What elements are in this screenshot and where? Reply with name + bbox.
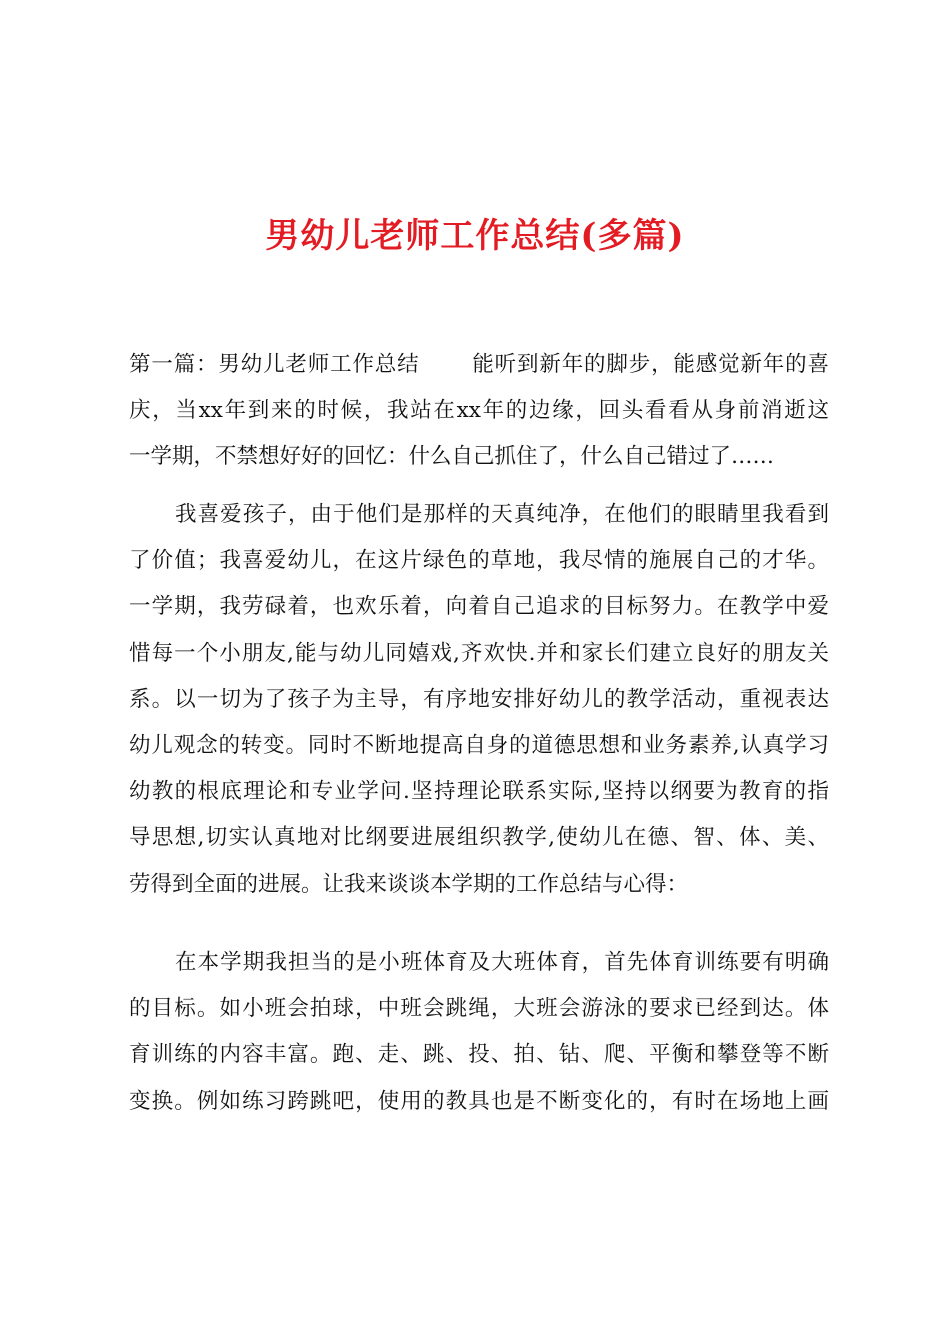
section-heading: 第一篇：男幼儿老师工作总结 xyxy=(129,352,420,377)
paragraph-line: 一学期，我劳碌着，也欢乐着，向着自己追求的目标努力。在教学中爱 xyxy=(129,594,829,620)
paragraph-line: 育训练的内容丰富。跑、走、跳、投、拍、钻、爬、平衡和攀登等不断 xyxy=(129,1042,829,1068)
paragraph-line: 劳得到全面的进展。让我来谈谈本学期的工作总结与心得： xyxy=(129,871,689,897)
paragraph-line: 在本学期我担当的是小班体育及大班体育，首先体育训练要有明确 xyxy=(175,950,829,975)
paragraph-line: 我喜爱孩子，由于他们是那样的天真纯净，在他们的眼睛里我看到 xyxy=(175,502,829,527)
paragraph-line: 变换。例如练习跨跳吧，使用的教具也是不断变化的，有时在场地上画 xyxy=(129,1088,829,1114)
paragraph-line: 的目标。如小班会拍球，中班会跳绳，大班会游泳的要求已经到达。体 xyxy=(129,996,829,1022)
paragraph-line: 庆，当xx年到来的时候，我站在xx年的边缘，回头看看从身前消逝这 xyxy=(129,398,829,424)
paragraph-line: 了价值；我喜爱幼儿，在这片绿色的草地，我尽情的施展自己的才华。 xyxy=(129,548,829,574)
paragraph-line: 第一篇：男幼儿老师工作总结 能听到新年的脚步，能感觉新年的喜 xyxy=(129,352,829,377)
paragraph-line: 惜每一个小朋友,能与幼儿同嬉戏,齐欢快.并和家长们建立良好的朋友关 xyxy=(129,640,829,666)
paragraph-line: 一学期，不禁想好好的回忆：什么自己抓住了，什么自己错过了…… xyxy=(129,444,775,470)
paragraph-line: 系。以一切为了孩子为主导，有序地安排好幼儿的教学活动，重视表达 xyxy=(129,686,829,712)
paragraph-1 xyxy=(129,342,829,481)
paragraph-line: 幼教的根底理论和专业学问.坚持理论联系实际,坚持以纲要为教育的指 xyxy=(129,779,829,805)
paragraph-3 xyxy=(129,940,829,1125)
paragraph-line: 幼儿观念的转变。同时不断地提高自身的道德思想和业务素养,认真学习 xyxy=(129,732,829,758)
paragraph-line: 导思想,切实认真地对比纲要进展组织教学,使幼儿在德、智、体、美、 xyxy=(129,825,829,851)
paragraph-2 xyxy=(129,492,829,908)
document-title: 男幼儿老师工作总结(多篇) xyxy=(265,216,685,256)
